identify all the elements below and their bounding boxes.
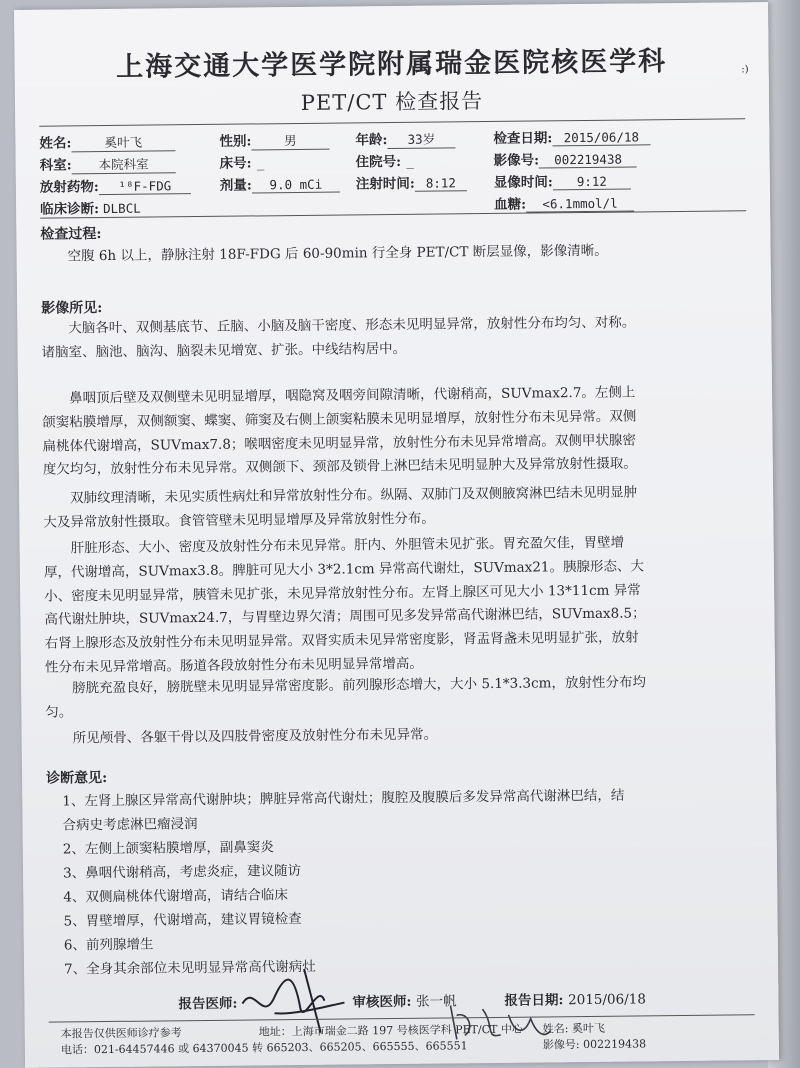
admission-value: _ xyxy=(406,153,414,169)
opinion-item: 2、左侧上颌窦粘膜增厚，副鼻窦炎 xyxy=(62,839,274,858)
report-title: PET/CT 检查报告 xyxy=(300,89,484,115)
footer-phone: 电话：021-64457446 或 64370045 转 665203、665205、665555、665551 xyxy=(60,1039,468,1057)
opinion-item: 1、左肾上腺区异常高代谢肿块；脾脏异常高代谢灶；腹腔及腹膜后多发异常高代谢淋巴结，结 xyxy=(62,787,625,810)
info-image-no: 影像号: 002219438 xyxy=(494,147,638,169)
reporter-label: 报告医师: xyxy=(178,995,238,1013)
findings-paragraph-1: 大脑各叶、双侧基底节、丘脑、小脑及脑干密度、形态未见明显异常，放射性分布均匀、对称。诸脑室、脑池、脑沟、脑裂未见增宽、扩张。中线结构居中。 xyxy=(41,314,636,361)
info-dose: 剂量: 9.0 mCi xyxy=(220,173,340,194)
info-glucose: 血糖: <6.1mmol/l xyxy=(494,191,634,212)
reviewer-name: 张一帆 xyxy=(416,993,457,1010)
opinion-item: 3、鼻咽代谢稍高，考虑炎症，建议随访 xyxy=(62,862,302,882)
findings-paragraph-5: 膀胱充盈良好，膀胱壁未见明显异常密度影。前列腺形态增大，大小 5.1*3.3cm，放射性分布均匀。 xyxy=(45,674,647,721)
opinion-item: 7、全身其余部位未见明显异常高代谢病灶 xyxy=(63,958,316,978)
findings-paragraph-2: 鼻咽顶后壁及双侧壁未见明显增厚，咽隐窝及咽旁间隙清晰，代谢稍高，SUVmax2.7。左侧上颌窦粘膜增厚，双侧额窦、蝶窦、筛窦及右侧上颌窦粘膜未见明显增厚，放射性分布未见异常。双侧扁桃体代谢增高，SUVmax7.8；喉咽密度未见明显异常，放射性分布未见异常增高。双侧甲状腺密度欠均匀，放射性分布未见异常。双侧颌下、颈部及锁骨上淋巴结未见明显肿大及异常放射性摄取。 xyxy=(42,384,637,479)
reviewer-label: 审核医师: 张一帆 xyxy=(352,993,457,1011)
opinion-heading: 诊断意见: xyxy=(45,770,108,787)
imaging-time-value: 9:12 xyxy=(553,173,631,190)
image-no-value: 002219438 xyxy=(539,151,637,168)
footer-note: 本报告仅供医师诊疗参考 xyxy=(60,1026,182,1041)
info-name: 姓名: 奚叶飞 xyxy=(39,130,175,152)
findings-paragraph-6: 所见颅骨、各躯干骨以及四肢骨密度及放射性分布未见异常。 xyxy=(72,726,438,747)
opinion-list xyxy=(62,784,626,982)
footer-address: 地址：上海市瑞金二路 197 号核医学科 PET/CT 中心 xyxy=(258,1022,524,1039)
dept-value: 本院科室 xyxy=(72,154,176,174)
hospital-title: 上海交通大学医学院附属瑞金医院核医学科 xyxy=(115,46,668,83)
info-admission: 住院号: _ xyxy=(356,150,420,171)
glucose-value: <6.1mmol/l xyxy=(526,195,634,212)
info-date: 检查日期: 2015/06/18 xyxy=(493,125,650,147)
info-inject-time: 注射时间: 8:12 xyxy=(356,171,467,192)
footer-name: 姓名: 奚叶飞 xyxy=(542,1021,606,1036)
opinion-item: 合病史考虑淋巴瘤浸润 xyxy=(62,816,198,834)
info-diagnosis: 临床诊断: DLBCL xyxy=(40,197,145,218)
procedure-heading: 检查过程: xyxy=(40,226,102,243)
drug-value: ¹⁸F-FDG xyxy=(99,178,191,195)
opinion-item: 5、胃壁增厚，代谢增高，建议胃镜检查 xyxy=(63,910,302,930)
footer-image-no: 影像号: 002219438 xyxy=(542,1037,647,1052)
info-rule xyxy=(40,210,746,218)
report-date-value: 2015/06/18 xyxy=(568,991,647,1009)
info-sex: 性别: 男 xyxy=(219,129,329,151)
info-drug: 放射药物: ¹⁸F-FDG xyxy=(40,174,191,196)
info-dept: 科室: 本院科室 xyxy=(40,152,176,174)
opinion-item: 4、双侧扁桃体代谢增高，请结合临床 xyxy=(63,887,288,906)
findings-heading: 影像所见: xyxy=(41,300,103,317)
diagnosis-value: DLBCL xyxy=(103,200,141,217)
procedure-text: 空腹 6h 以上，静脉注射 18F-FDG 后 60-90min 行全身 PET/CT 断层显像，影像清晰。 xyxy=(67,242,608,265)
age-value: 33岁 xyxy=(387,129,455,149)
report-date: 报告日期: 2015/06/18 xyxy=(504,991,647,1009)
findings-paragraph-4: 肝脏形态、大小、密度及放射性分布未见异常。肝内、外胆管未见扩张。胃充盈欠佳，胃壁增厚，代谢增高，SUVmax3.8。脾脏可见大小 3*2.1cm 异常高代谢灶，SUVmax21。胰腺形态、大小、密度未见明显异常，胰管未见扩张，未见异常放射性分布。左肾上腺区可见大小 13*11cm 异常高代谢灶肿块，SUVmax24.7，与胃壁边界欠清；周围可见多发异常高代谢淋巴结，SUVmax8.5；右肾上腺形态及放射性分布未见明显异常。双肾实质未见异常密度影，肾盂肾盏未见明显扩张，放射性分布未见异常增高。肠道各段放射性分布未见明显异常增高。 xyxy=(43,534,646,676)
corner-mark: :) xyxy=(741,64,749,76)
dose-value: 9.0 mCi xyxy=(252,177,340,194)
sex-value: 男 xyxy=(251,131,329,151)
findings-paragraph-3: 双肺纹理清晰，未见实质性病灶和异常放射性分布。纵隔、双肺门及双侧腋窝淋巴结未见明显肿大及异常放射性摄取。食管管壁未见明显增厚及异常放射性分布。 xyxy=(43,484,638,531)
info-bed: 床号: _ xyxy=(220,151,270,172)
bed-value: _ xyxy=(256,155,265,171)
info-imaging-time: 显像时间: 9:12 xyxy=(494,169,631,190)
report-paper xyxy=(14,2,779,1068)
date-value: 2015/06/18 xyxy=(552,129,650,146)
inject-time-value: 8:12 xyxy=(415,175,467,192)
opinion-item: 6、前列腺增生 xyxy=(63,936,154,954)
name-value: 奚叶飞 xyxy=(71,132,175,152)
info-age: 年龄: 33岁 xyxy=(355,127,455,149)
